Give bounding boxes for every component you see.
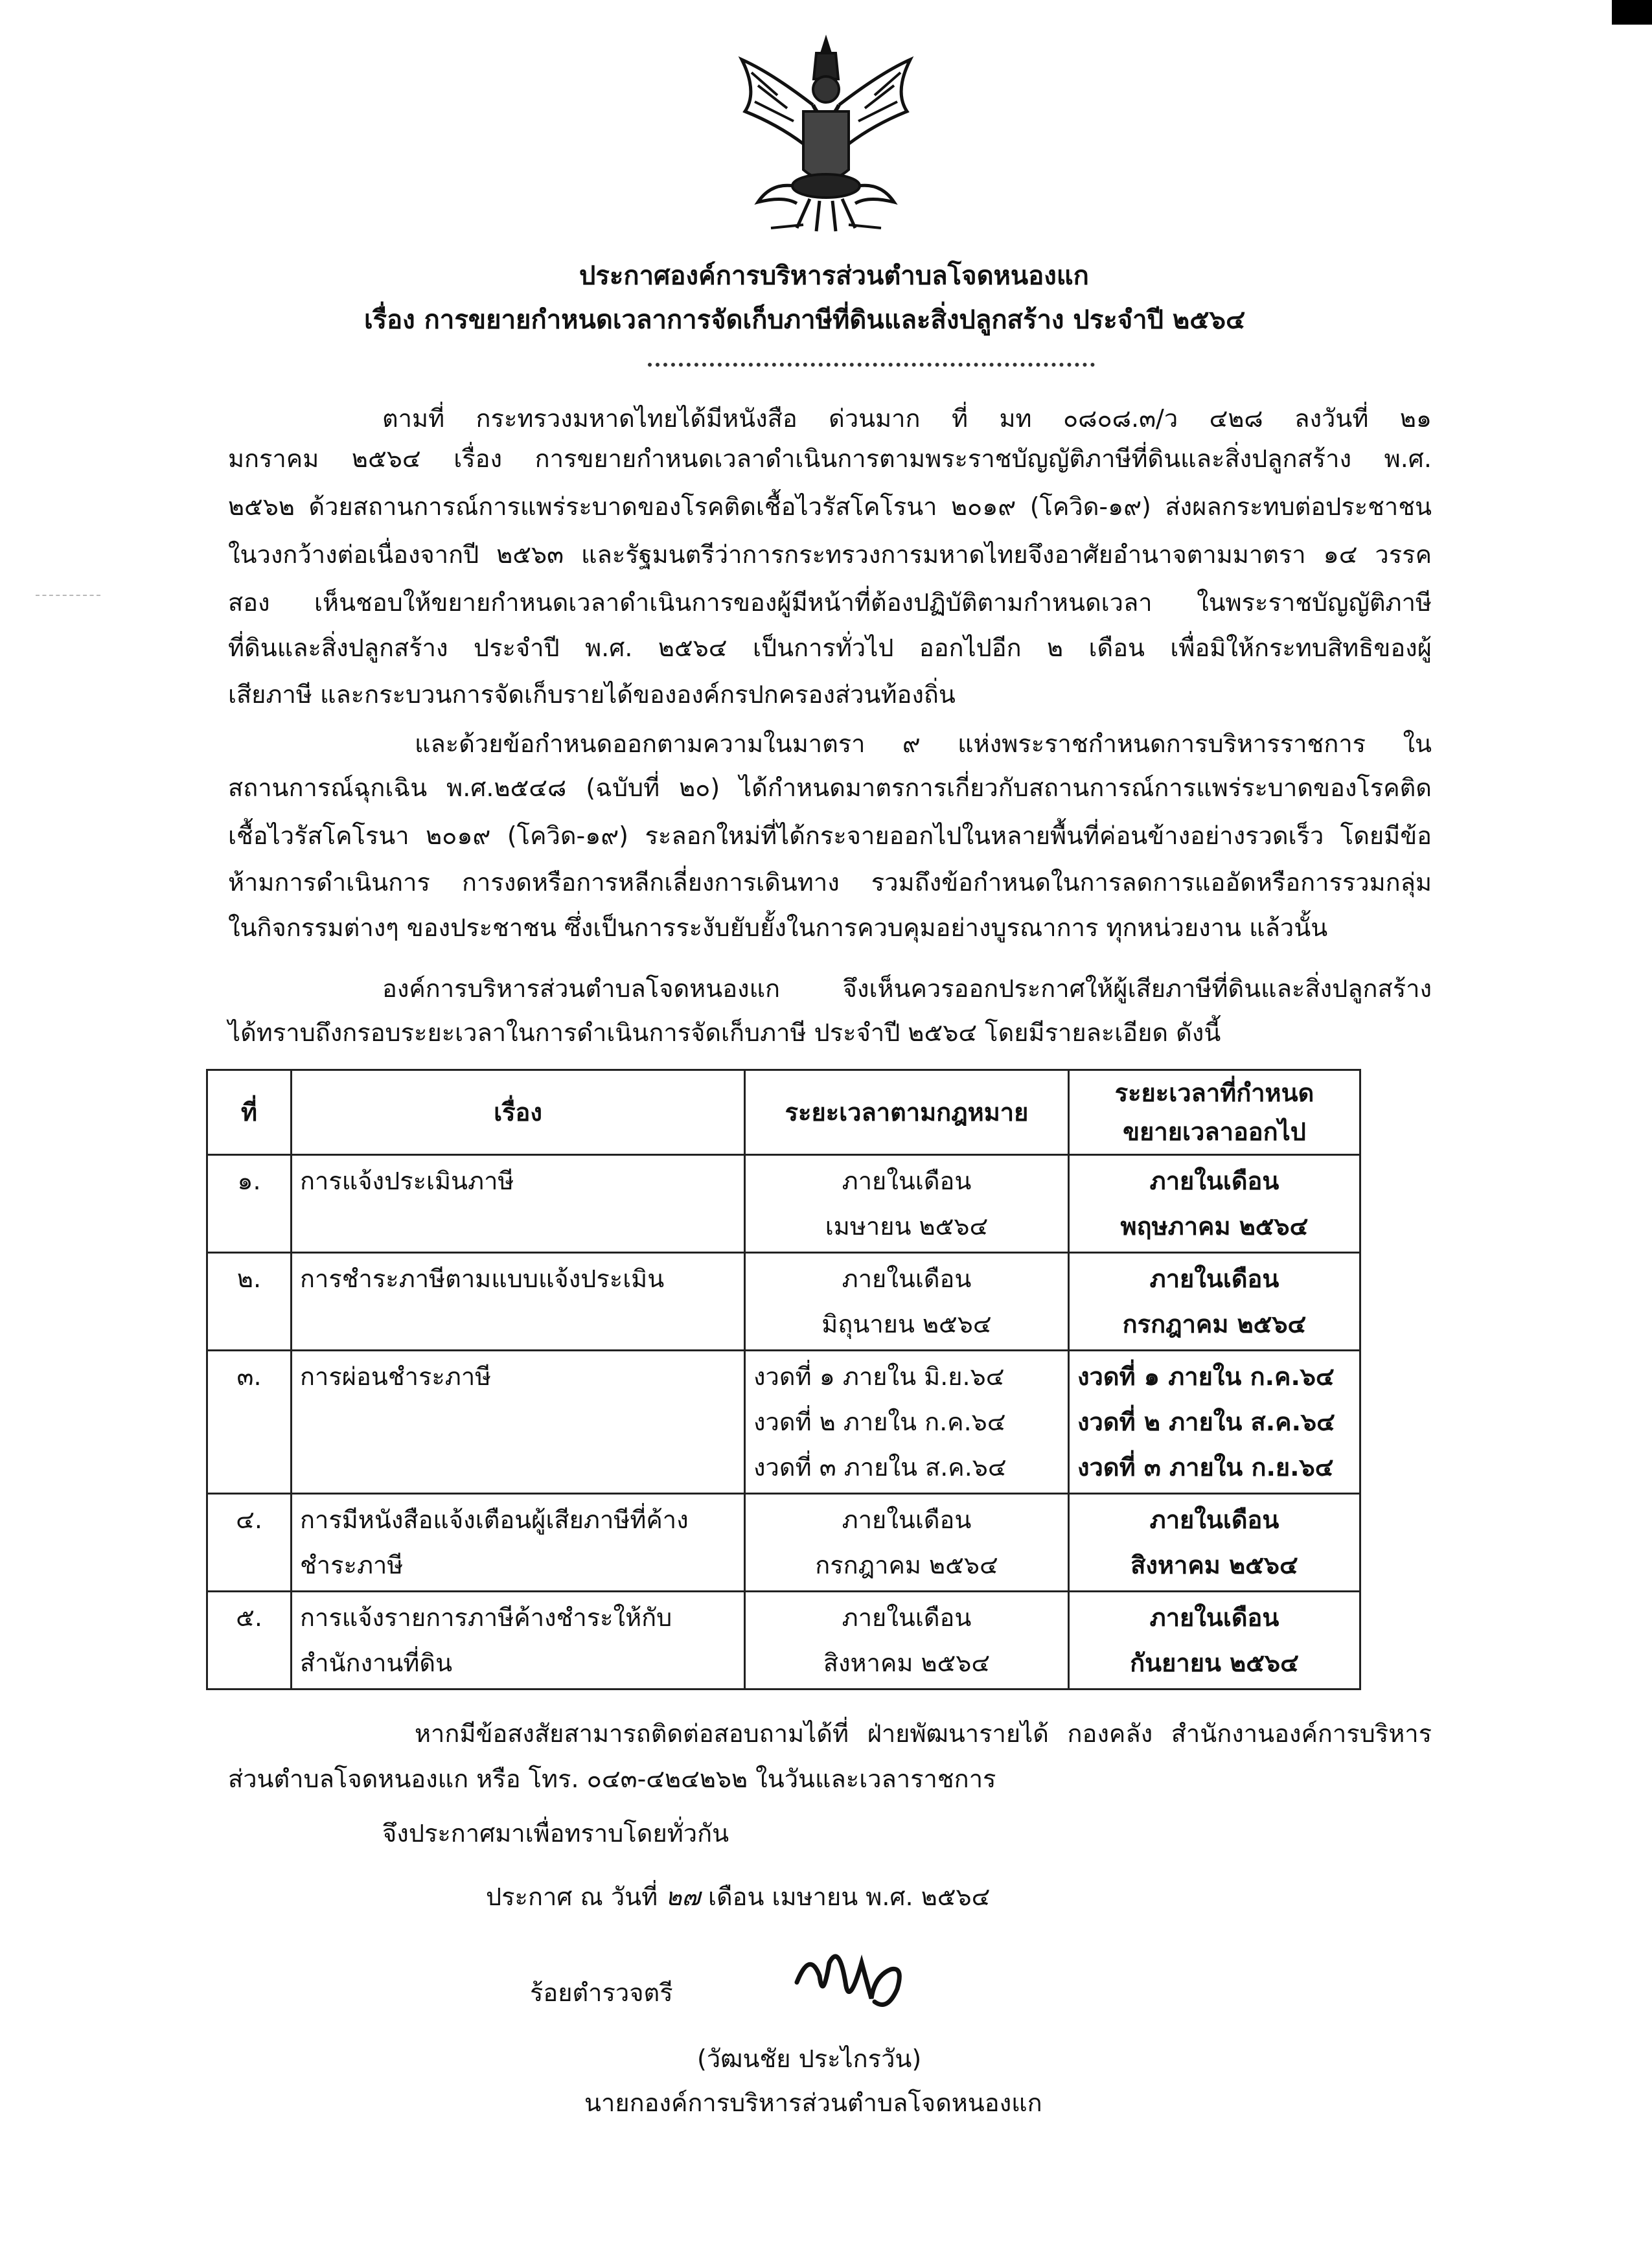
title-divider [648, 363, 1095, 367]
row-subject [292, 1155, 745, 1253]
cell-line: ภายในเดือน [1149, 1603, 1279, 1632]
signatory-rank: ร้อยตำรวจตรี [530, 1978, 673, 2007]
body-line: เชื้อไวรัสโคโรนา ๒๐๑๙ (โควิด-๑๙) ระลอกใหม่ที่ได้กระจายออกไปในหลายพื้นที่ค่อนข้างอย่างรวดเร็ว โดยมีข้อ [228, 821, 1432, 850]
column-header-no: ที่ [207, 1070, 292, 1155]
row-number: ๕. [207, 1592, 292, 1690]
header-line: ระยะเวลาที่กำหนด [1114, 1079, 1314, 1107]
body-line: สอง เห็นชอบให้ขยายกำหนดเวลาดำเนินการของผู้มีหน้าที่ต้องปฏิบัติตามกำหนดเวลา ในพระราชบัญญัติภาษี [228, 588, 1432, 617]
body-line: เสียภาษี และกระบวนการจัดเก็บรายได้ขององค์กรปกครองส่วนท้องถิ่น [228, 680, 956, 709]
row-legal-period [745, 1592, 1069, 1690]
column-header-legal-period: ระยะเวลาตามกฎหมาย [745, 1070, 1069, 1155]
table-row [207, 1253, 1360, 1351]
announcement-subject: เรื่อง การขยายกำหนดเวลาการจัดเก็บภาษีที่ดินและสิ่งปลูกสร้าง ประจำปี ๒๕๖๔ [364, 305, 1246, 335]
cell-line: ภายในเดือน [842, 1603, 972, 1632]
body-line: ตามที่ กระทรวงมหาดไทยได้มีหนังสือ ด่วนมาก ที่ มท ๐๘๐๘.๓/ว ๔๒๘ ลงวันที่ ๒๑ [382, 404, 1432, 433]
row-subject [292, 1253, 745, 1351]
contact-line: ส่วนตำบลโจดหนองแก หรือ โทร. ๐๔๓-๔๒๔๒๖๒ ในวันและเวลาราชการ [228, 1765, 996, 1793]
cell-line: การผ่อนชำระภาษี [300, 1362, 492, 1391]
announcement-date [486, 1879, 990, 1915]
date-suffix: เดือน เมษายน พ.ศ. ๒๕๖๔ [708, 1883, 991, 1911]
scan-corner-mark [1612, 0, 1652, 25]
body-line: ได้ทราบถึงกรอบระยะเวลาในการดำเนินการจัดเก็บภาษี ประจำปี ๒๕๖๔ โดยมีรายละเอียด ดังนี้ [228, 1018, 1221, 1047]
cell-line: ภายในเดือน [842, 1265, 972, 1293]
cell-line: กรกฎาคม ๒๕๖๔ [1122, 1310, 1307, 1338]
body-line: ในกิจกรรมต่างๆ ของประชาชน ซึ่งเป็นการระงับยับยั้งในการควบคุมอย่างบูรณาการ ทุกหน่วยงาน แล้วนั้น [228, 913, 1328, 942]
handwritten-signature [784, 1937, 913, 2021]
cell-line: สิงหาคม ๒๕๖๔ [1130, 1551, 1298, 1579]
table-row [207, 1592, 1360, 1690]
tax-schedule-table [206, 1069, 1361, 1690]
body-line: องค์การบริหารส่วนตำบลโจดหนองแก จึงเห็นควรออกประกาศให้ผู้เสียภาษีที่ดินและสิ่งปลูกสร้าง [382, 974, 1432, 1003]
cell-line: งวดที่ ๓ ภายใน ส.ค.๖๔ [753, 1453, 1007, 1482]
cell-line: การมีหนังสือแจ้งเตือนผู้เสียภาษีที่ค้าง [300, 1506, 689, 1534]
row-extended-period [1069, 1592, 1360, 1690]
body-line: และด้วยข้อกำหนดออกตามความในมาตรา ๙ แห่งพระราชกำหนดการบริหารราชการ ใน [415, 729, 1432, 758]
cell-line: ชำระภาษี [300, 1551, 404, 1579]
body-line: ในวงกว้างต่อเนื่องจากปี ๒๕๖๓ และรัฐมนตรีว่าการกระทรวงการมหาดไทยจึงอาศัยอำนาจตามมาตรา ๑๔ วรรค [228, 540, 1432, 569]
table-row [207, 1155, 1360, 1253]
body-line: ที่ดินและสิ่งปลูกสร้าง ประจำปี พ.ศ. ๒๕๖๔ เป็นการทั่วไป ออกไปอีก ๒ เดือน เพื่อมิให้กระทบสิทธิของผู้ [228, 634, 1432, 662]
signatory-name: (วัฒนชัย ประไกรวัน) [697, 2045, 922, 2073]
cell-line: งวดที่ ๓ ภายใน ก.ย.๖๔ [1077, 1453, 1334, 1482]
cell-line: ภายในเดือน [842, 1506, 972, 1534]
cell-line: ภายในเดือน [1149, 1167, 1279, 1195]
cell-line: ภายในเดือน [1149, 1265, 1279, 1293]
cell-line: มิถุนายน ๒๕๖๔ [821, 1310, 992, 1338]
date-day: ๒๗ [665, 1883, 700, 1911]
contact-line: หากมีข้อสงสัยสามารถติดต่อสอบถามได้ที่ ฝ่ายพัฒนารายได้ กองคลัง สำนักงานองค์การบริหาร [415, 1719, 1432, 1748]
row-extended-period [1069, 1351, 1360, 1494]
column-header-extended-period [1069, 1070, 1360, 1155]
cell-line: การแจ้งรายการภาษีค้างชำระให้กับ [300, 1603, 672, 1632]
garuda-emblem-icon [732, 34, 920, 238]
cell-line: พฤษภาคม ๒๕๖๔ [1120, 1212, 1309, 1241]
cell-line: งวดที่ ๒ ภายใน ส.ค.๖๔ [1077, 1408, 1335, 1436]
header-line: ขยายเวลาออกไป [1123, 1117, 1306, 1146]
cell-line: งวดที่ ๒ ภายใน ก.ค.๖๔ [753, 1408, 1006, 1436]
row-number: ๑. [207, 1155, 292, 1253]
row-legal-period [745, 1155, 1069, 1253]
body-line: ๒๕๖๒ ด้วยสถานการณ์การแพร่ระบาดของโรคติดเชื้อไวรัสโคโรนา ๒๐๑๙ (โควิด-๑๙) ส่งผลกระทบต่อประชาชน [228, 492, 1432, 521]
row-subject [292, 1494, 745, 1592]
row-subject [292, 1351, 745, 1494]
announcement-title: ประกาศองค์การบริหารส่วนตำบลโจดหนองแก [579, 261, 1089, 291]
row-number: ๔. [207, 1494, 292, 1592]
table-row [207, 1351, 1360, 1494]
row-legal-period [745, 1253, 1069, 1351]
table-header-row [207, 1070, 1360, 1155]
cell-line: การชำระภาษีตามแบบแจ้งประเมิน [300, 1265, 665, 1293]
cell-line: งวดที่ ๑ ภายใน ก.ค.๖๔ [1077, 1362, 1335, 1391]
date-prefix: ประกาศ ณ วันที่ [486, 1883, 658, 1911]
row-extended-period [1069, 1253, 1360, 1351]
cell-line: กรกฎาคม ๒๕๖๔ [815, 1551, 998, 1579]
body-line: ห้ามการดำเนินการ การงดหรือการหลีกเลี่ยงการเดินทาง รวมถึงข้อกำหนดในการลดการแออัดหรือการรวมกลุ่ม [228, 868, 1432, 897]
body-line: มกราคม ๒๕๖๔ เรื่อง การขยายกำหนดเวลาดำเนินการตามพระราชบัญญัติภาษีที่ดินและสิ่งปลูกสร้าง พ.ศ. [228, 444, 1432, 473]
cell-line: การแจ้งประเมินภาษี [300, 1167, 514, 1195]
cell-line: ภายในเดือน [1149, 1506, 1279, 1534]
row-number: ๒. [207, 1253, 292, 1351]
cell-line: งวดที่ ๑ ภายใน มิ.ย.๖๔ [753, 1362, 1005, 1391]
row-subject [292, 1592, 745, 1690]
closing-statement: จึงประกาศมาเพื่อทราบโดยทั่วกัน [382, 1819, 729, 1848]
row-number: ๓. [207, 1351, 292, 1494]
row-legal-period [745, 1494, 1069, 1592]
body-line: สถานการณ์ฉุกเฉิน พ.ศ.๒๕๔๘ (ฉบับที่ ๒๐) ได้กำหนดมาตรการเกี่ยวกับสถานการณ์การแพร่ระบาดของโรคติด [228, 773, 1432, 802]
row-extended-period [1069, 1494, 1360, 1592]
row-legal-period [745, 1351, 1069, 1494]
signatory-position: นายกองค์การบริหารส่วนตำบลโจดหนองแก [584, 2089, 1042, 2117]
cell-line: สำนักงานที่ดิน [300, 1649, 453, 1677]
row-extended-period [1069, 1155, 1360, 1253]
cell-line: ภายในเดือน [842, 1167, 972, 1195]
table-row [207, 1494, 1360, 1592]
scan-artifact-line [36, 595, 100, 596]
cell-line: กันยายน ๒๕๖๔ [1130, 1649, 1299, 1677]
cell-line: เมษายน ๒๕๖๔ [825, 1212, 989, 1241]
column-header-subject: เรื่อง [292, 1070, 745, 1155]
cell-line: สิงหาคม ๒๕๖๔ [823, 1649, 991, 1677]
